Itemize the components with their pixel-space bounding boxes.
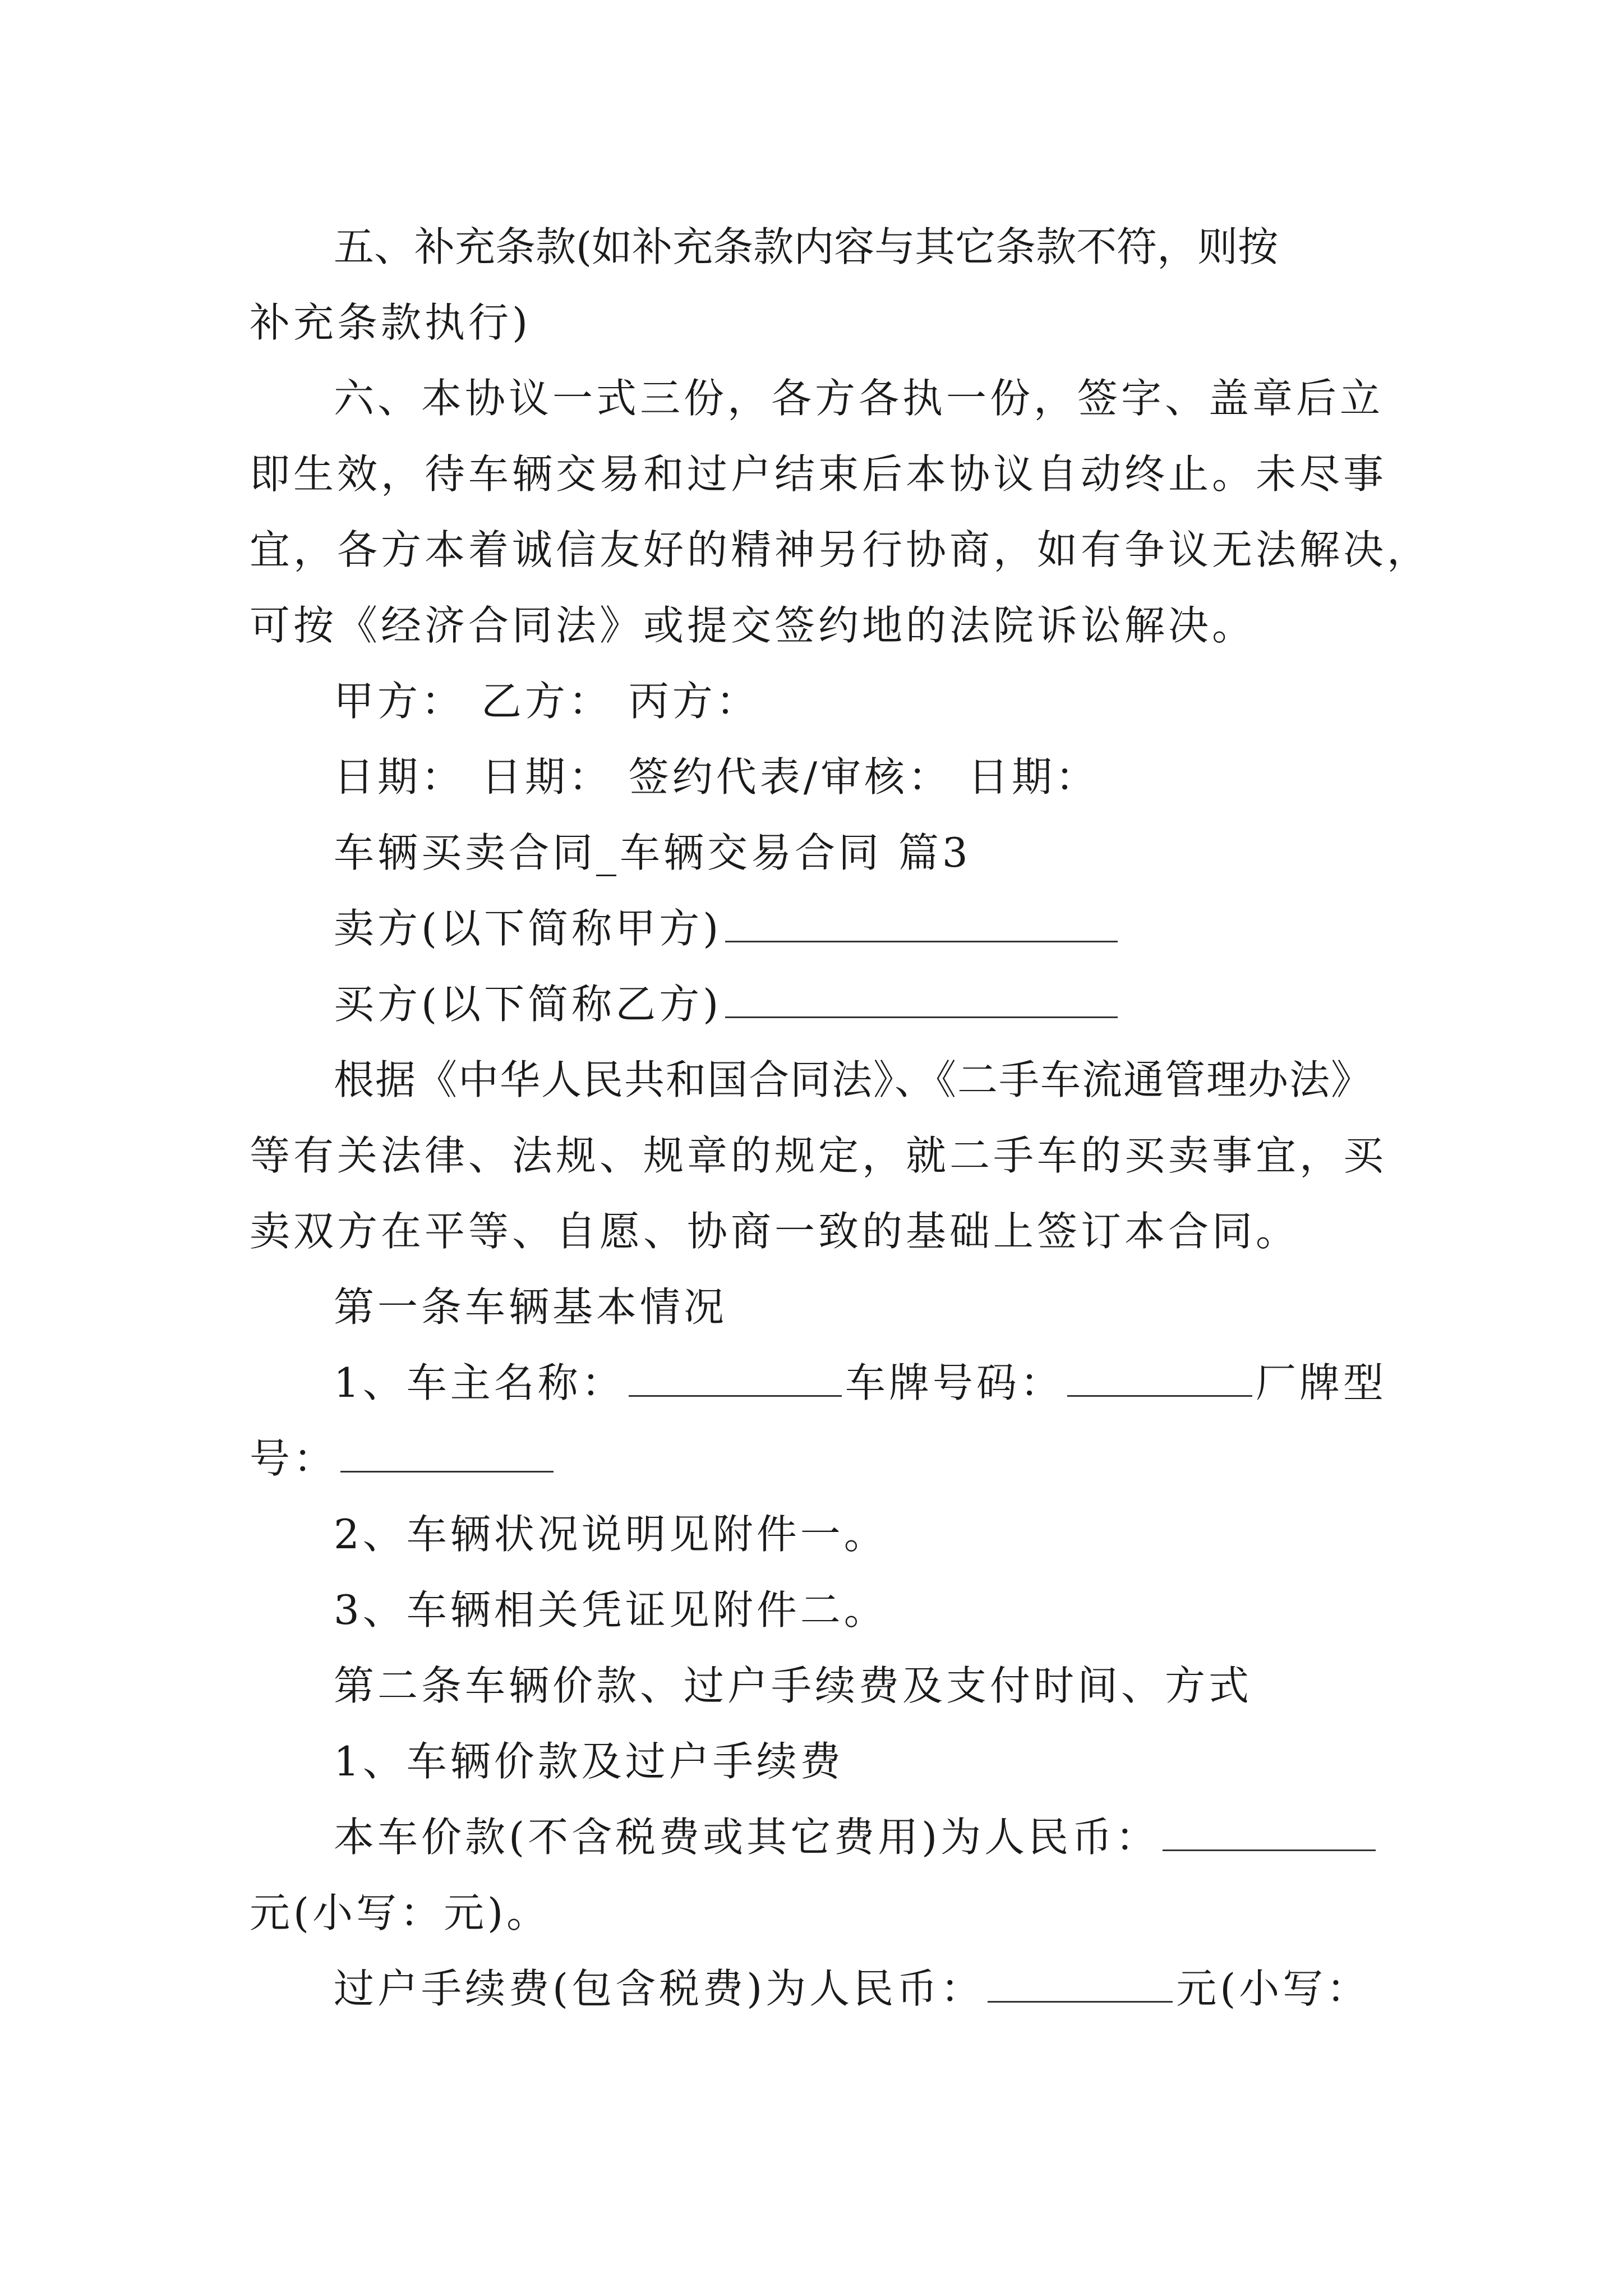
- signature-dates: 日期： 日期： 签约代表/审核： 日期：: [334, 753, 1099, 800]
- article-two-heading: 第二条车辆价款、过户手续费及支付时间、方式: [334, 1662, 1253, 1709]
- vehicle-price-line: 本车价款(不含税费或其它费用)为人民币：: [334, 1806, 1382, 1868]
- vehicle-price-blank: [1163, 1810, 1376, 1851]
- buyer-line: 买方(以下简称乙方): [334, 973, 1382, 1035]
- preamble-line-1: 根据《中华人民共和国合同法》、《二手车流通管理办法》: [334, 1056, 1373, 1103]
- clause-five-line-1: 五、补充条款(如补充条款内容与其它条款不符，则按: [334, 223, 1279, 270]
- article-one-item-3: 3、车辆相关凭证见附件二。: [334, 1586, 888, 1634]
- article-one-item-1-cont: 号：: [250, 1428, 1382, 1489]
- article-one-item-2: 2、车辆状况说明见附件一。: [334, 1511, 888, 1558]
- clause-five-line-2: 补充条款执行): [250, 299, 532, 346]
- clause-six-line-3: 宜，各方本着诚信友好的精神另行协商，如有争议无法解决，: [250, 526, 1431, 573]
- transfer-fee-line: 过户手续费(包含税费)为人民币： 元(小写：: [334, 1958, 1382, 2019]
- article-two-item-1: 1、车辆价款及过户手续费: [334, 1738, 844, 1785]
- plate-number-blank: [1067, 1356, 1252, 1397]
- clause-six-line-1: 六、本协议一式三份，各方各执一份，签字、盖章后立: [334, 375, 1384, 422]
- contract-title: 车辆买卖合同_车辆交易合同 篇3: [334, 829, 971, 876]
- signature-parties: 甲方： 乙方： 丙方：: [334, 678, 760, 725]
- transfer-fee-blank: [988, 1962, 1173, 2003]
- preamble-line-3: 卖双方在平等、自愿、协商一致的基础上签订本合同。: [250, 1208, 1300, 1255]
- article-one-heading: 第一条车辆基本情况: [334, 1283, 728, 1331]
- vehicle-price-line-cont: 元(小写：元)。: [250, 1889, 551, 1936]
- clause-six-line-4: 可按《经济合同法》或提交签约地的法院诉讼解决。: [250, 602, 1256, 649]
- clause-six-line-2: 即生效，待车辆交易和过户结束后本协议自动终止。未尽事: [250, 450, 1387, 498]
- document-page: [250, 0, 1431, 2296]
- buyer-blank: [725, 977, 1118, 1018]
- article-one-item-1: 1、车主名称： 车牌号码： 厂牌型: [334, 1352, 1382, 1414]
- seller-blank: [725, 901, 1118, 942]
- seller-line: 卖方(以下简称甲方): [334, 898, 1382, 959]
- model-blank: [340, 1432, 554, 1473]
- preamble-line-2: 等有关法律、法规、规章的规定，就二手车的买卖事宜，买: [250, 1132, 1387, 1179]
- owner-name-blank: [629, 1356, 842, 1397]
